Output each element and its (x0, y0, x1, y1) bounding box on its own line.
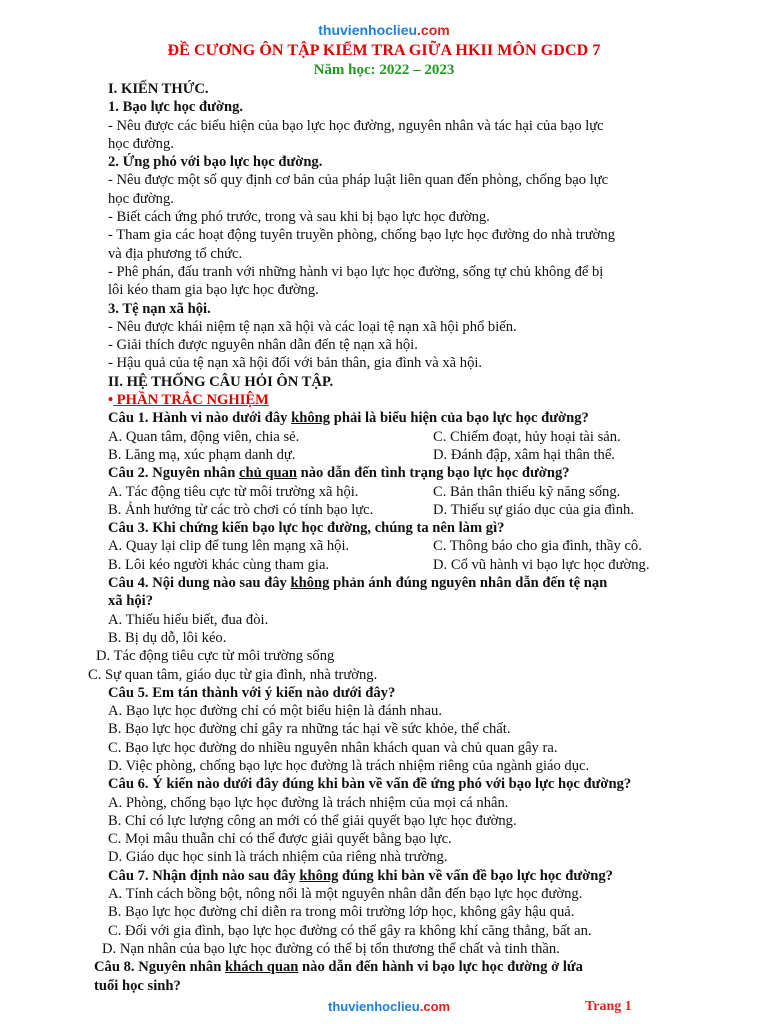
answer-option: C. Bạo lực học đường do nhiều nguyên nhân khách quan và chủ quan gây ra. (108, 739, 558, 756)
question-text: phản ánh đúng nguyên nhân dẫn đến tệ nạn (329, 575, 608, 592)
text-line: học đường. (108, 190, 174, 207)
answer-option: C. Mọi mâu thuẫn chỉ có thể được giải quyết bằng bạo lực. (108, 831, 452, 848)
school-year: Năm học: 2022 – 2023 (313, 62, 455, 78)
text-line: - Hậu quả của tệ nạn xã hội đối với bản thân, gia đình và xã hội. (108, 355, 483, 372)
answer-option: A. Quan tâm, động viên, chia sẻ. (108, 428, 300, 445)
answer-option: C. Chiếm đoạt, hủy hoại tài sản. (433, 428, 621, 445)
question-text: Câu 7. Nhận định nào sau đây (108, 867, 300, 884)
answer-option: D. Tác động tiêu cực từ môi trường sống (96, 648, 335, 665)
answer-option: A. Thiếu hiểu biết, đua đòi. (108, 611, 269, 628)
text-line: - Giải thích được nguyên nhân dẫn đến tệ nạn xã hội. (108, 337, 418, 354)
answer-option: B. Lôi kéo người khác cùng tham gia. (108, 556, 330, 573)
question-continuation: tuổi học sinh? (94, 977, 181, 994)
answer-row (108, 556, 708, 574)
answer-row (108, 537, 708, 555)
question-text: Câu 8. Nguyên nhân (94, 959, 225, 976)
answer-option: B. Bị dụ dỗ, lôi kéo. (108, 629, 227, 646)
answer-option: C. Sự quan tâm, giáo dục từ gia đình, nhà trường. (88, 666, 378, 683)
document-body (88, 80, 708, 995)
footer-site-name: thuvienhoclieu (328, 999, 420, 1014)
text-line: - Phê phán, đấu tranh với những hành vi bạo lực học đường, sống tự chủ không để bị (108, 263, 604, 280)
answer-option: C. Thông báo cho gia đình, thầy cô. (433, 538, 642, 555)
answer-row (108, 501, 708, 519)
text-line: - Nêu được các biểu hiện của bạo lực học đường, nguyên nhân và tác hại của bạo lực (108, 117, 604, 134)
text-line: - Nêu được một số quy định cơ bản của pháp luật liên quan đến phòng, chống bạo lực (108, 172, 609, 189)
answer-row (108, 483, 708, 501)
topic-heading: 1. Bạo lực học đường. (108, 99, 244, 116)
answer-option: D. Nạn nhân của bạo lực học đường có thể bị tổn thương thể chất và tinh thần. (102, 940, 560, 957)
footer-site-domain: .com (419, 999, 451, 1014)
answer-option: C. Bản thân thiếu kỹ năng sống. (433, 483, 621, 500)
text-line: - Nêu được khái niệm tệ nạn xã hội và các loại tệ nạn xã hội phổ biến. (108, 318, 517, 335)
page-number: Trang 1 (585, 999, 632, 1014)
answer-option: D. Đánh đập, xâm hại thân thể. (433, 446, 615, 463)
question-emphasis: khách quan (224, 959, 299, 976)
bullet-icon: • (108, 392, 114, 409)
question-text: nào dẫn đến tình trạng bạo lực học đường? (297, 465, 570, 482)
subsection-label: PHẦN TRẮC NGHIỆM (113, 392, 269, 409)
answer-option: A. Tính cách bồng bột, nông nổi là một nguyên nhân dẫn đến bạo lực học đường. (108, 886, 583, 903)
site-name: thuvienhoclieu (318, 22, 418, 38)
text-line: - Biết cách ứng phó trước, trong và sau khi bị bạo lực học đường. (108, 209, 490, 226)
question-text: Câu 2. Nguyên nhân (108, 465, 239, 482)
answer-option: B. Bạo lực học đường chỉ gây ra những tác hại về sức khỏe, thể chất. (108, 721, 511, 738)
answer-option: D. Cổ vũ hành vi bạo lực học đường. (433, 556, 650, 573)
answer-row (108, 446, 708, 464)
answer-option: D. Giáo dục học sinh là trách nhiệm của riêng nhà trường. (108, 849, 448, 866)
site-domain: .com (417, 22, 450, 38)
question-text: Câu 4. Nội dung nào sau đây (108, 575, 291, 592)
answer-option: A. Quay lại clip để tung lên mạng xã hội. (108, 538, 350, 555)
question-text: đúng khi bàn về vấn đề bạo lực học đường? (338, 867, 613, 884)
question (94, 958, 708, 976)
footer-site (328, 999, 450, 1014)
site-header (0, 22, 768, 38)
answer-option: D. Thiếu sự giáo dục của gia đình. (433, 501, 634, 518)
text-line: học đường. (108, 135, 174, 152)
topic-heading: 3. Tệ nạn xã hội. (108, 300, 211, 317)
answer-option: A. Phòng, chống bạo lực học đường là trách nhiệm của mọi cá nhân. (108, 794, 509, 811)
document-title: ĐỀ CƯƠNG ÔN TẬP KIỂM TRA GIỮA HKII MÔN GDCD 7 (167, 42, 601, 59)
answer-row (108, 428, 708, 446)
answer-option: A. Tác động tiêu cực từ môi trường xã hội. (108, 483, 359, 500)
text-line: và địa phương tổ chức. (108, 245, 243, 262)
answer-option: C. Đối với gia đình, bạo lực học đường có thể gây ra không khí căng thẳng, bất an. (108, 922, 592, 939)
question-emphasis: không (291, 410, 331, 427)
question (108, 867, 708, 885)
question: Câu 6. Ý kiến nào dưới đây đúng khi bàn về vấn đề ứng phó với bạo lực học đường? (108, 776, 632, 793)
question-emphasis: chủ quan (238, 465, 297, 482)
question-text: Câu 1. Hành vi nào dưới đây (108, 410, 292, 427)
subsection-heading (108, 391, 708, 409)
question-emphasis: không (299, 867, 339, 884)
question (108, 409, 708, 427)
question-continuation: xã hội? (108, 593, 154, 610)
answer-option: D. Việc phòng, chống bạo lực học đường là trách nhiệm riêng của ngành giáo dục. (108, 757, 590, 774)
question (108, 464, 708, 482)
question-text: phải là biểu hiện của bạo lực học đường? (330, 410, 589, 427)
answer-option: B. Bạo lực học đường chỉ diễn ra trong môi trường lớp học, không gây hậu quả. (108, 904, 575, 921)
answer-option: B. Ảnh hưởng từ các trò chơi có tính bạo lực. (108, 501, 374, 518)
question-text: nào dẫn đến hành vi bạo lực học đường ở lứa (298, 959, 583, 976)
answer-option: B. Lăng mạ, xúc phạm danh dự. (108, 446, 296, 463)
section-heading: I. KIẾN THỨC. (108, 81, 209, 97)
question-emphasis: không (290, 575, 330, 592)
text-line: - Tham gia các hoạt động tuyên truyền phòng, chống bạo lực học đường do nhà trường (108, 227, 615, 244)
section-heading: II. HỆ THỐNG CÂU HỎI ÔN TẬP. (108, 373, 334, 390)
text-line: lôi kéo tham gia bạo lực học đường. (108, 282, 319, 299)
answer-option: A. Bạo lực học đường chỉ có một biểu hiện là đánh nhau. (108, 703, 442, 720)
question (108, 574, 708, 592)
topic-heading: 2. Ứng phó với bạo lực học đường. (108, 154, 323, 171)
question: Câu 3. Khi chứng kiến bạo lực học đường, chúng ta nên làm gì? (108, 520, 505, 537)
answer-option: B. Chỉ có lực lượng công an mới có thể giải quyết bạo lực học đường. (108, 812, 517, 829)
question: Câu 5. Em tán thành với ý kiến nào dưới đây? (108, 684, 396, 701)
